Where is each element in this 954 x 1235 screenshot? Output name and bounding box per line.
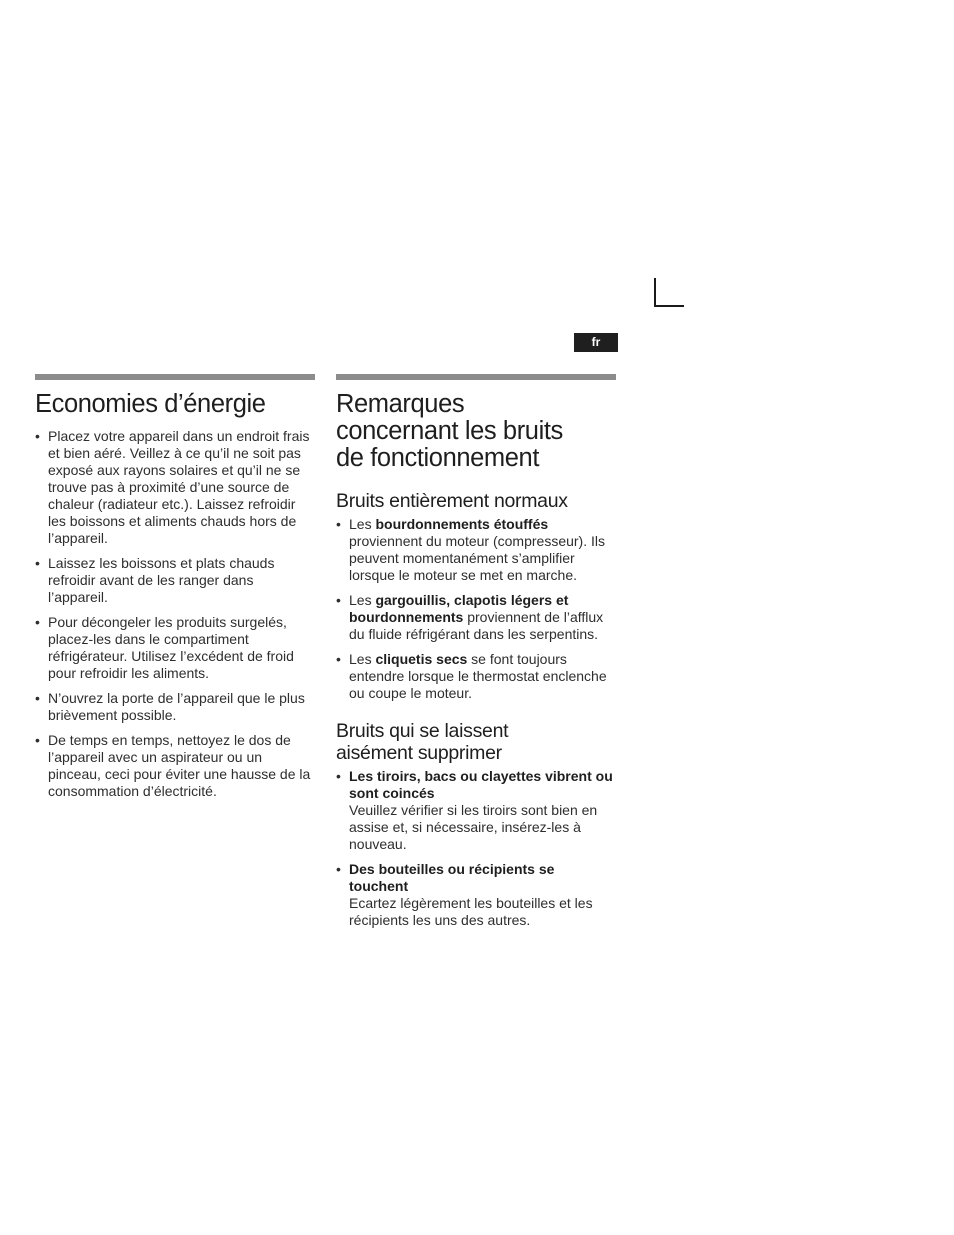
list-item: • Pour décongeler les produits surgelés, placez-les dans le compartiment réfrigérateur. Utilisez l’excédent de froid pour refroidir les aliments. bbox=[35, 614, 294, 681]
energy-title: Economies d’énergie bbox=[35, 390, 266, 418]
energy-tips-list bbox=[35, 428, 315, 800]
noise-section bbox=[336, 374, 616, 937]
list-item: • Laissez les boissons et plats chauds refroidir avant de les ranger dans l’appareil. bbox=[35, 555, 275, 605]
section-rule bbox=[336, 374, 616, 380]
list-item: • N’ouvrez la porte de l’appareil que le plus brièvement possible. bbox=[35, 690, 305, 723]
list-item: • De temps en temps, nettoyez le dos de l’appareil avec un aspirateur ou un pinceau, ceci pour éviter une hausse de la consommation d’électricité. bbox=[35, 732, 311, 799]
crop-mark-vertical bbox=[654, 278, 656, 306]
list-item: • Les gargouillis, clapotis légers et bourdonnements proviennent de l’afflux du fluide réfrigérant dans les serpentins. bbox=[336, 592, 604, 642]
list-item: • Des bouteilles ou récipients se touchent Ecartez légèrement les bouteilles et les récipients les uns des autres. bbox=[336, 861, 593, 928]
section-rule bbox=[35, 374, 315, 380]
list-item: • Les tiroirs, bacs ou clayettes vibrent ou sont coincés Veuillez vérifier si les tiroirs sont bien en assise et, si nécessaire, insérez-les à nouveau. bbox=[336, 768, 613, 852]
normal-noises-heading: Bruits entièrement normaux bbox=[336, 490, 568, 512]
normal-noises-list bbox=[336, 516, 616, 702]
crop-mark-horizontal bbox=[654, 305, 684, 307]
noise-title: Remarques concernant les bruits de fonctionnement bbox=[336, 390, 563, 472]
list-item: • Les cliquetis secs se font toujours entendre lorsque le thermostat enclenche ou coupe le moteur. bbox=[336, 651, 607, 701]
avoidable-noises-heading: Bruits qui se laissent aisément supprimer bbox=[336, 720, 509, 764]
energy-section bbox=[35, 374, 315, 808]
list-item: • Placez votre appareil dans un endroit frais et bien aéré. Veillez à ce qu’il ne soit pas exposé aux rayons solaires et qu’il ne se trouve pas à proximité d’une source de chaleur (radiateur etc.). Laissez refroidir les boissons et aliments chauds hors de l’appareil. bbox=[35, 428, 310, 546]
language-badge: fr bbox=[574, 333, 618, 352]
avoidable-noises-list bbox=[336, 768, 616, 929]
list-item: • Les bourdonnements étouffés proviennent du moteur (compresseur). Ils peuvent momentanément s’amplifier lorsque le moteur se met en marche. bbox=[336, 516, 605, 583]
